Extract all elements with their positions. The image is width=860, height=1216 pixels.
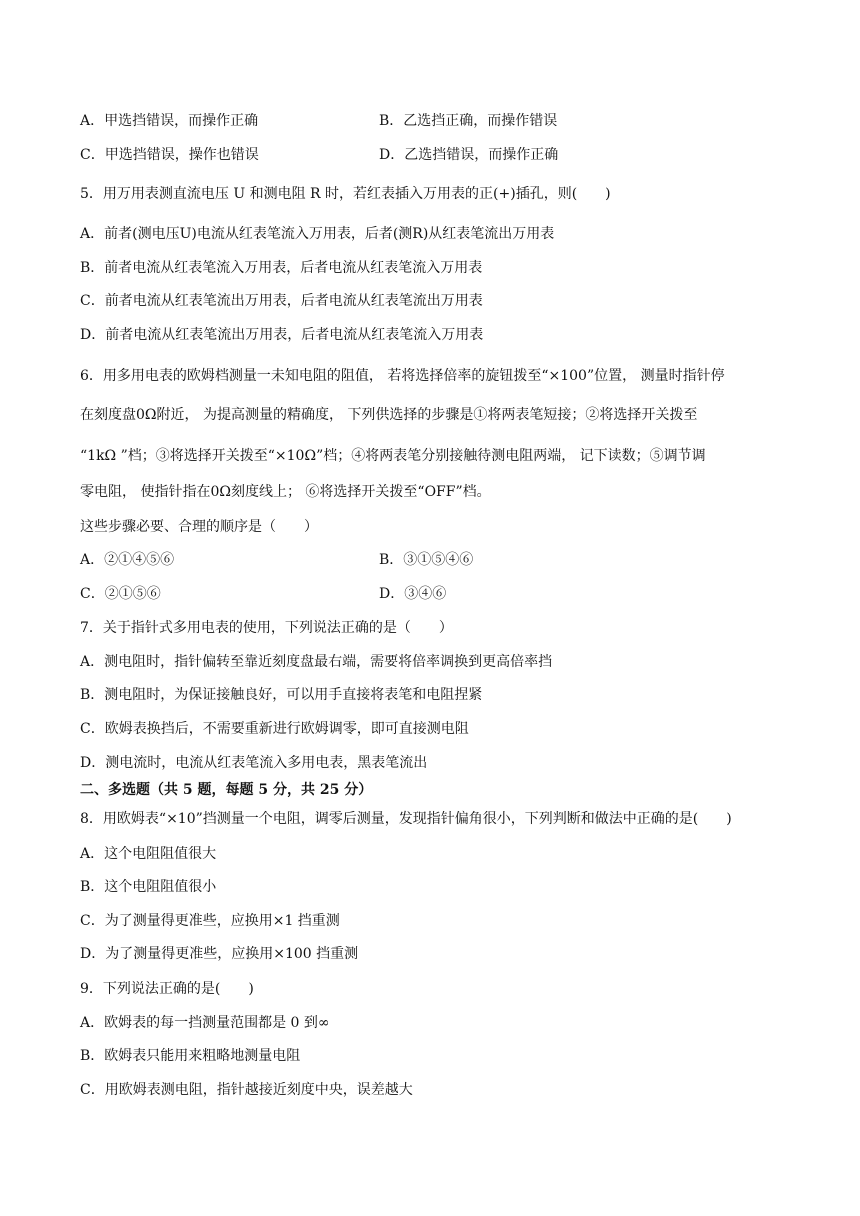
q5-option-b: B．前者电流从红表笔流入万用表，后者电流从红表笔流入万用表 bbox=[80, 260, 483, 276]
q7-option-b: B．测电阻时，为保证接触良好，可以用手直接将表笔和电阻捏紧 bbox=[80, 687, 483, 703]
q8-option-c: C．为了测量得更准些，应换用×1 挡重测 bbox=[80, 913, 340, 929]
q6-option-b: B．③①⑤④⑥ bbox=[379, 552, 474, 568]
q8-option-d: D．为了测量得更准些，应换用×100 挡重测 bbox=[80, 946, 359, 962]
q7-option-c: C．欧姆表换挡后，不需要重新进行欧姆调零，即可直接测电阻 bbox=[80, 721, 469, 737]
section-heading-multiple-choice: 二、多选题（共 5 题，每题 5 分，共 25 分） bbox=[80, 782, 373, 798]
q4-option-b: B．乙选挡正确，而操作错误 bbox=[379, 113, 558, 129]
q7-option-d: D．测电流时，电流从红表笔流入多用电表，黑表笔流出 bbox=[80, 755, 428, 771]
q9-stem: 9．下列说法正确的是( ) bbox=[80, 981, 254, 997]
q6-option-c: C．②①⑤⑥ bbox=[80, 586, 161, 602]
q6-option-d: D．③④⑥ bbox=[379, 586, 447, 602]
q9-option-b: B．欧姆表只能用来粗略地测量电阻 bbox=[80, 1048, 301, 1064]
q7-option-a: A．测电阻时，指针偏转至靠近刻度盘最右端，需要将倍率调换到更高倍率挡 bbox=[80, 654, 553, 670]
q6-stem-line1: 6．用多用电表的欧姆档测量一未知电阻的阻值， 若将选择倍率的旋钮拨至“×100”位置， 测量时指针停 bbox=[80, 368, 725, 384]
q4-option-d: D．乙选挡错误，而操作正确 bbox=[379, 147, 559, 163]
q6-option-a: A．②①④⑤⑥ bbox=[80, 552, 175, 568]
q9-option-a: A．欧姆表的每一挡测量范围都是 0 到∞ bbox=[80, 1015, 330, 1031]
q6-stem-line4: 零电阻， 使指针指在0Ω刻度线上； ⑥将选择开关拨至“OFF”档。 bbox=[80, 484, 491, 500]
q8-option-b: B．这个电阻阻值很小 bbox=[80, 879, 217, 895]
q7-stem: 7．关于指针式多用电表的使用，下列说法正确的是（ ） bbox=[80, 620, 453, 636]
q6-stem-line5: 这些步骤必要、合理的顺序是（ ） bbox=[80, 519, 318, 535]
q8-option-a: A．这个电阻阻值很大 bbox=[80, 846, 217, 862]
q6-stem-line2: 在刻度盘0Ω附近， 为提高测量的精确度， 下列供选择的步骤是①将两表笔短接；②将选择开关拨至 bbox=[80, 407, 698, 423]
q8-stem: 8．用欧姆表“×10”挡测量一个电阻，调零后测量，发现指针偏角很小，下列判断和做法中正确的是( ) bbox=[80, 811, 732, 827]
q5-stem: 5．用万用表测直流电压 U 和测电阻 R 时，若红表插入万用表的正(+)插孔，则( ) bbox=[80, 186, 611, 202]
q5-option-d: D．前者电流从红表笔流出万用表，后者电流从红表笔流入万用表 bbox=[80, 327, 484, 343]
q5-option-c: C．前者电流从红表笔流出万用表，后者电流从红表笔流出万用表 bbox=[80, 293, 483, 309]
q9-option-c: C．用欧姆表测电阻，指针越接近刻度中央，误差越大 bbox=[80, 1082, 413, 1098]
q6-stem-line3: “1kΩ ”档；③将选择开关拨至“×10Ω”档；④将两表笔分别接触待测电阻两端， 记下读数；⑤调节调 bbox=[80, 448, 706, 464]
q5-option-a: A．前者(测电压U)电流从红表笔流入万用表，后者(测R)从红表笔流出万用表 bbox=[80, 226, 555, 242]
q4-option-a: A．甲选挡错误，而操作正确 bbox=[80, 113, 259, 129]
q4-option-c: C．甲选挡错误，操作也错误 bbox=[80, 147, 259, 163]
